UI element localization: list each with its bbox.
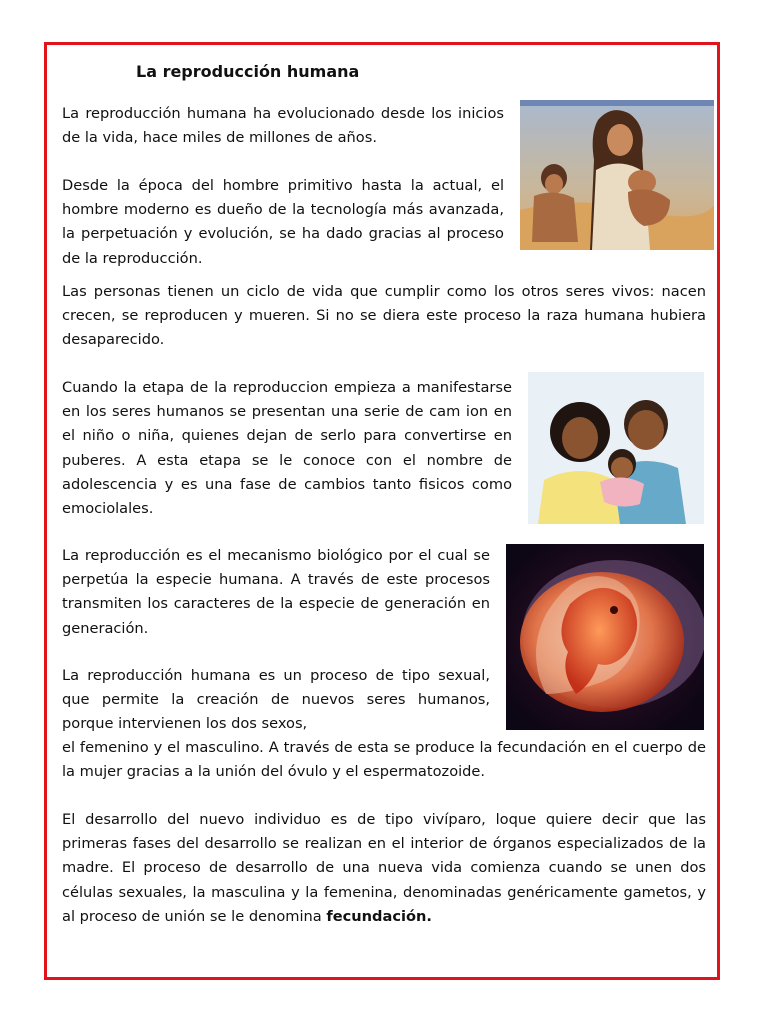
paragraph-life-cycle: Las personas tienen un ciclo de vida que cumplir como los otros seres vivos: nacen crecen, se reproducen y mueren. Si no se diera este proceso la raza humana hubiera desaparecido. — [62, 283, 706, 349]
paragraph-sexual-reproduction: La reproducción humana es un proceso de tipo sexual, que permite la creación de nuevos seres humanos, porque intervienen los dos sexos, — [62, 667, 490, 733]
family-illustration-image — [528, 372, 704, 524]
paragraph-primitive-man: Desde la época del hombre primitivo hasta la actual, el hombre moderno es dueño de la tecnología más avanzada, la perpetuación y evolución, se ha dado gracias al proceso de la reproducción. — [62, 177, 504, 267]
paragraph-intro: La reproducción humana ha evolucionado desde los inicios de la vida, hace miles de millones de años. — [62, 105, 504, 147]
fecundacion-bold: fecundación. — [326, 907, 432, 925]
viviparous-text: El desarrollo del nuevo individuo es de tipo vivíparo, loque quiere decir que las primeras fases del desarrollo se realizan en el interior de órganos especializados de la madre. El proceso de desarrollo de una nueva vida comienza cuando se unen dos células sexuales, la masculina y la femenina, denominadas genéricamente gametos, y al proceso de unión se le denomina — [62, 811, 706, 925]
paragraph-fecundation: el femenino y el masculino. A través de esta se produce la fecundación en el cuerpo de la mujer gracias a la unión del óvulo y el espermatozoide. — [62, 739, 706, 781]
paragraph-adolescence: Cuando la etapa de la reproduccion empieza a manifestarse en los seres humanos se presentan una serie de cam ion en el niño o niña, quienes dejan de serlo para convertirse en puberes. A esta etapa se le conoce con el nombre de adolescencia y es una fase de cambios tanto fisicos como emociolales. — [62, 379, 512, 518]
paragraph-viviparous — [62, 808, 706, 929]
page-title: La reproducción humana — [136, 62, 360, 81]
primitive-family-image — [520, 100, 714, 250]
paragraph-biological-mechanism: La reproducción es el mecanismo biológico por el cual se perpetúa la especie humana. A través de este procesos transmiten los caracteres de la especie de generación en generación. — [62, 547, 490, 637]
embryo-image — [506, 544, 704, 730]
